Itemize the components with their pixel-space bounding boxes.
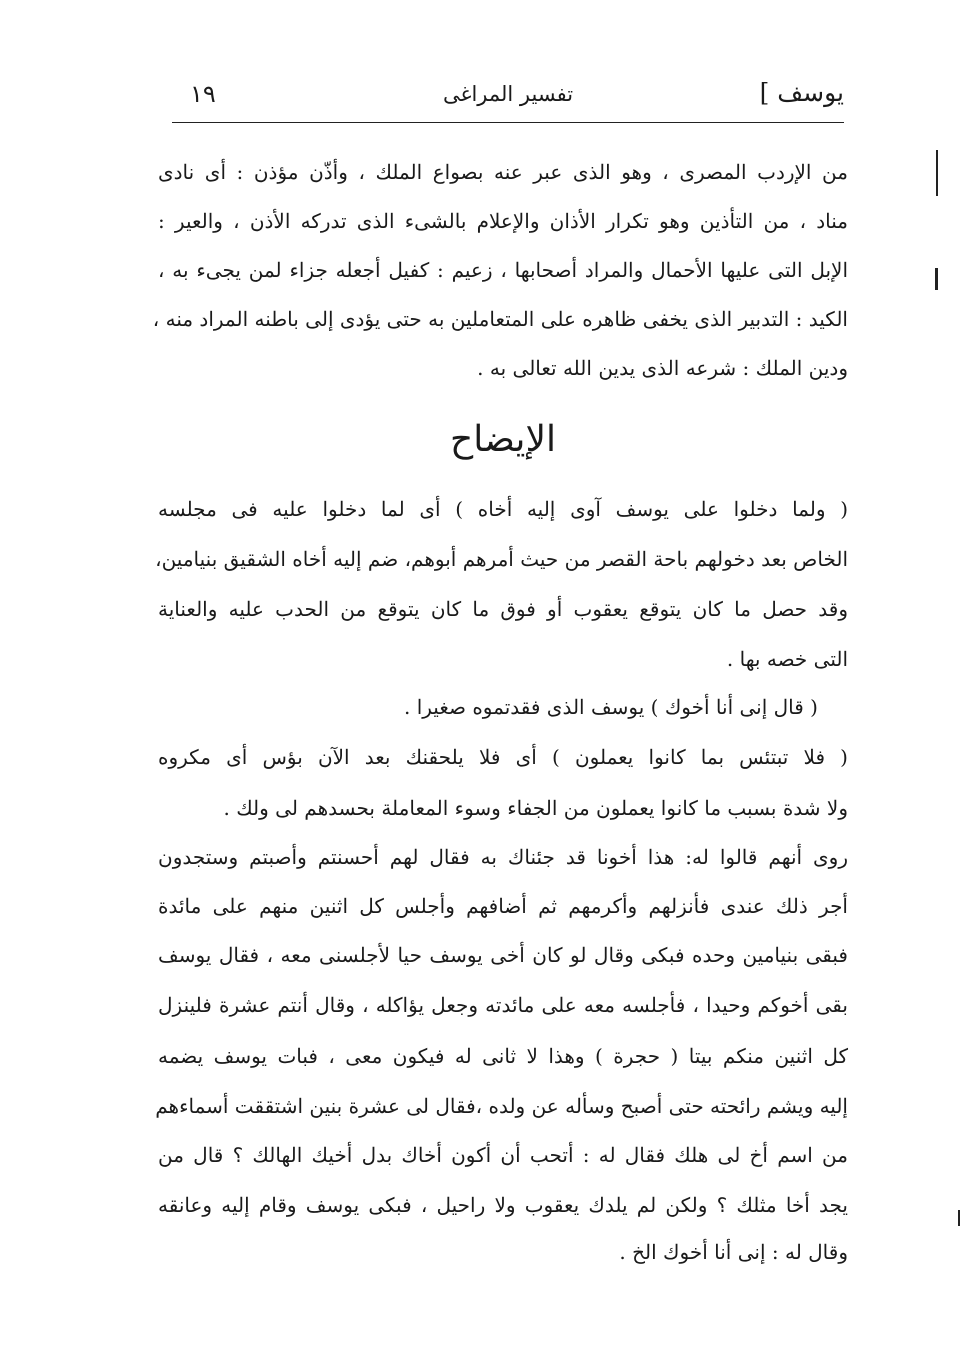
explanation-line-3: وقد حصل ما كان يتوقع يعقوب أو فوق ما كان يتوقع من الحدب عليه والعناية xyxy=(158,597,848,621)
page-number: ١٩ xyxy=(190,80,216,108)
explanation-line-8: روى أنهم قالوا له: هذا أخونا قد جئناك به فقال لهم أحسنتم وأصبتم وستجدون xyxy=(158,845,848,869)
explanation-line-13: إليه ويشم رائحته حتى أصبح وسأله عن ولده ،فقال لى عشرة بنين اشتققت أسماءهم xyxy=(155,1094,848,1118)
explanation-line-5: ( قال إنى أنا أخوك ) يوسف الذى فقدتموه صغيرا . xyxy=(403,695,818,719)
explanation-line-15: يجد أخا مثلك ؟ ولكن لم يلدك يعقوب ولا راحيل ، فبكى يوسف وقام إليه وعانقه xyxy=(158,1193,848,1217)
explanation-line-2: الخاص بعد دخولهم باحة القصر من حيث أمرهم أبوهم، ضم إليه أخاه الشقيق بنيامين، xyxy=(155,547,848,571)
explanation-line-12: كل اثنين منكم بيتا ( حجرة ) وهذا لا ثانى له فيكون معى ، فبات يوسف يضمه xyxy=(158,1044,848,1068)
scan-mark xyxy=(936,150,938,196)
section-title: الإيضاح xyxy=(450,419,556,460)
explanation-line-6: ( فلا تبتئس بما كانوا يعملون ) أى فلا يلحقنك بعد الآن بؤس أى مكروه xyxy=(158,745,848,769)
scan-mark xyxy=(958,1210,960,1226)
vocab-line-4: الكيد : التدبير الذى يخفى ظاهره على المتعاملين به حتى يؤدى إلى باطنه المراد منه ، xyxy=(152,307,848,331)
explanation-line-16: وقال له : إنى أنا أخوك الخ . xyxy=(619,1240,848,1264)
vocab-line-1: من الإردب المصرى ، وهو الذى عبر عنه بصواع الملك ، وأذّن مؤذن : أى نادى xyxy=(158,160,848,184)
explanation-line-4: التى خصه بها . xyxy=(726,647,848,671)
book-title: تفسير المراغى xyxy=(442,82,574,106)
vocab-line-3: الإبل التى عليها الأحمال والمراد أصحابها ، زعيم : كفيل أجعله جزاء لمن يجىء به ، xyxy=(158,258,848,282)
explanation-line-1: ( ولما دخلوا على يوسف آوى إليه أخاه ) أى لما دخلوا عليه فى مجلسه xyxy=(158,497,848,521)
explanation-line-7: ولا شدة بسبب ما كانوا يعملون من الجفاء وسوء المعاملة بحسدهم لى ولك . xyxy=(223,796,848,820)
explanation-line-9: أجر ذلك عندى فأنزلهم وأكرمهم ثم أضافهم وأجلس كل اثنين منهم على مائدة xyxy=(158,894,848,918)
vocab-line-5: ودين الملك : شرعه الذى يدين الله تعالى به . xyxy=(477,356,848,380)
explanation-line-10: فبقى بنيامين وحده فبكى وقال لو كان أخى يوسف حيا لأجلسنى معه ، فقال يوسف xyxy=(158,943,848,967)
explanation-line-14: من اسم أخ لى هلك فقال له : أتحب أن أكون أخاك بدل أخيك الهالك ؟ قال من xyxy=(158,1143,848,1167)
scan-mark xyxy=(935,268,938,290)
sura-name: يوسف ] xyxy=(759,78,844,107)
page-header xyxy=(172,76,844,120)
vocab-line-2: مناد ، من التأذين وهو تكرار الأذان والإعلام بالشىء الذى تدركه الأذن ، والعير : xyxy=(158,209,848,233)
header-rule xyxy=(172,122,844,123)
explanation-line-11: بقى أخوكم وحيدا ، فأجلسه معه على مائدته وجعل يؤاكله ، وقال أنتم عشرة فلينزل xyxy=(158,993,848,1017)
